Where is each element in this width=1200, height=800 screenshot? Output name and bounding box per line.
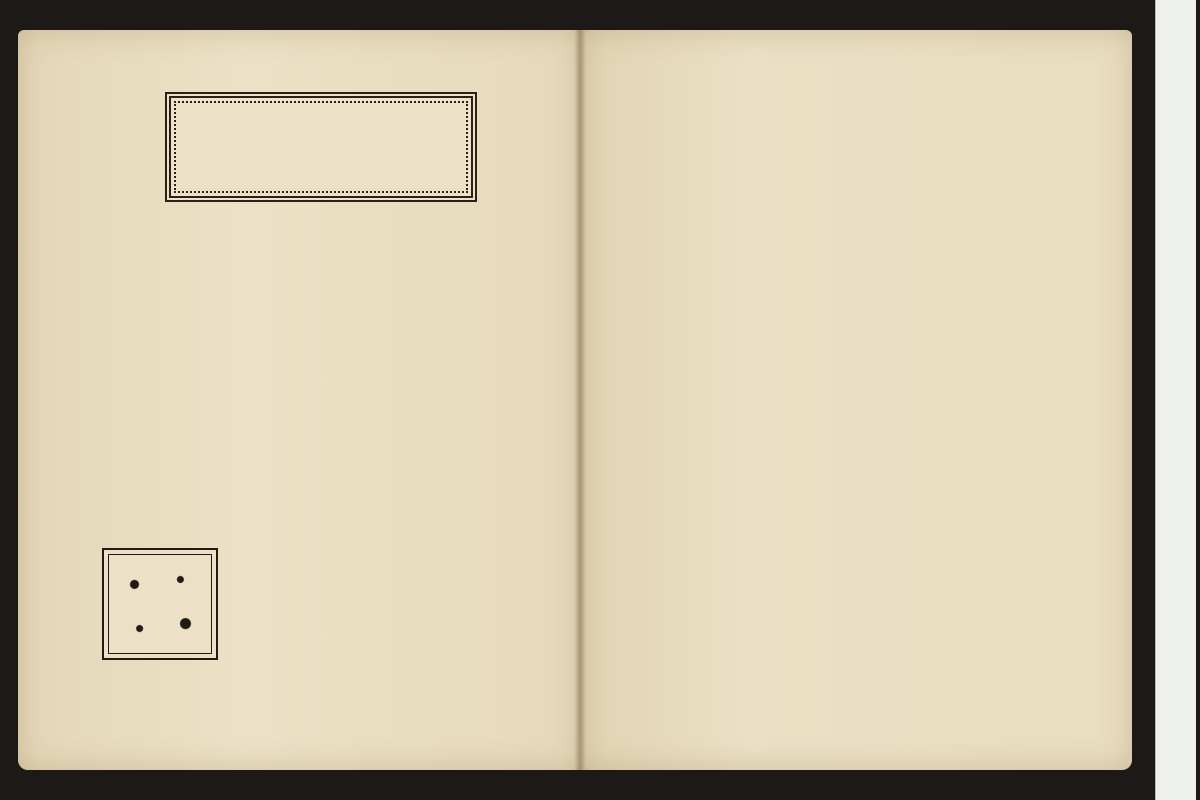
book-gutter <box>574 30 586 770</box>
decorated-initial <box>102 548 218 660</box>
initial-ornament <box>108 554 212 654</box>
measurement-ruler <box>1155 0 1196 800</box>
right-page <box>580 30 1132 770</box>
music-staff <box>218 614 552 656</box>
epilogo-box <box>165 92 477 202</box>
music-staff <box>226 540 552 582</box>
